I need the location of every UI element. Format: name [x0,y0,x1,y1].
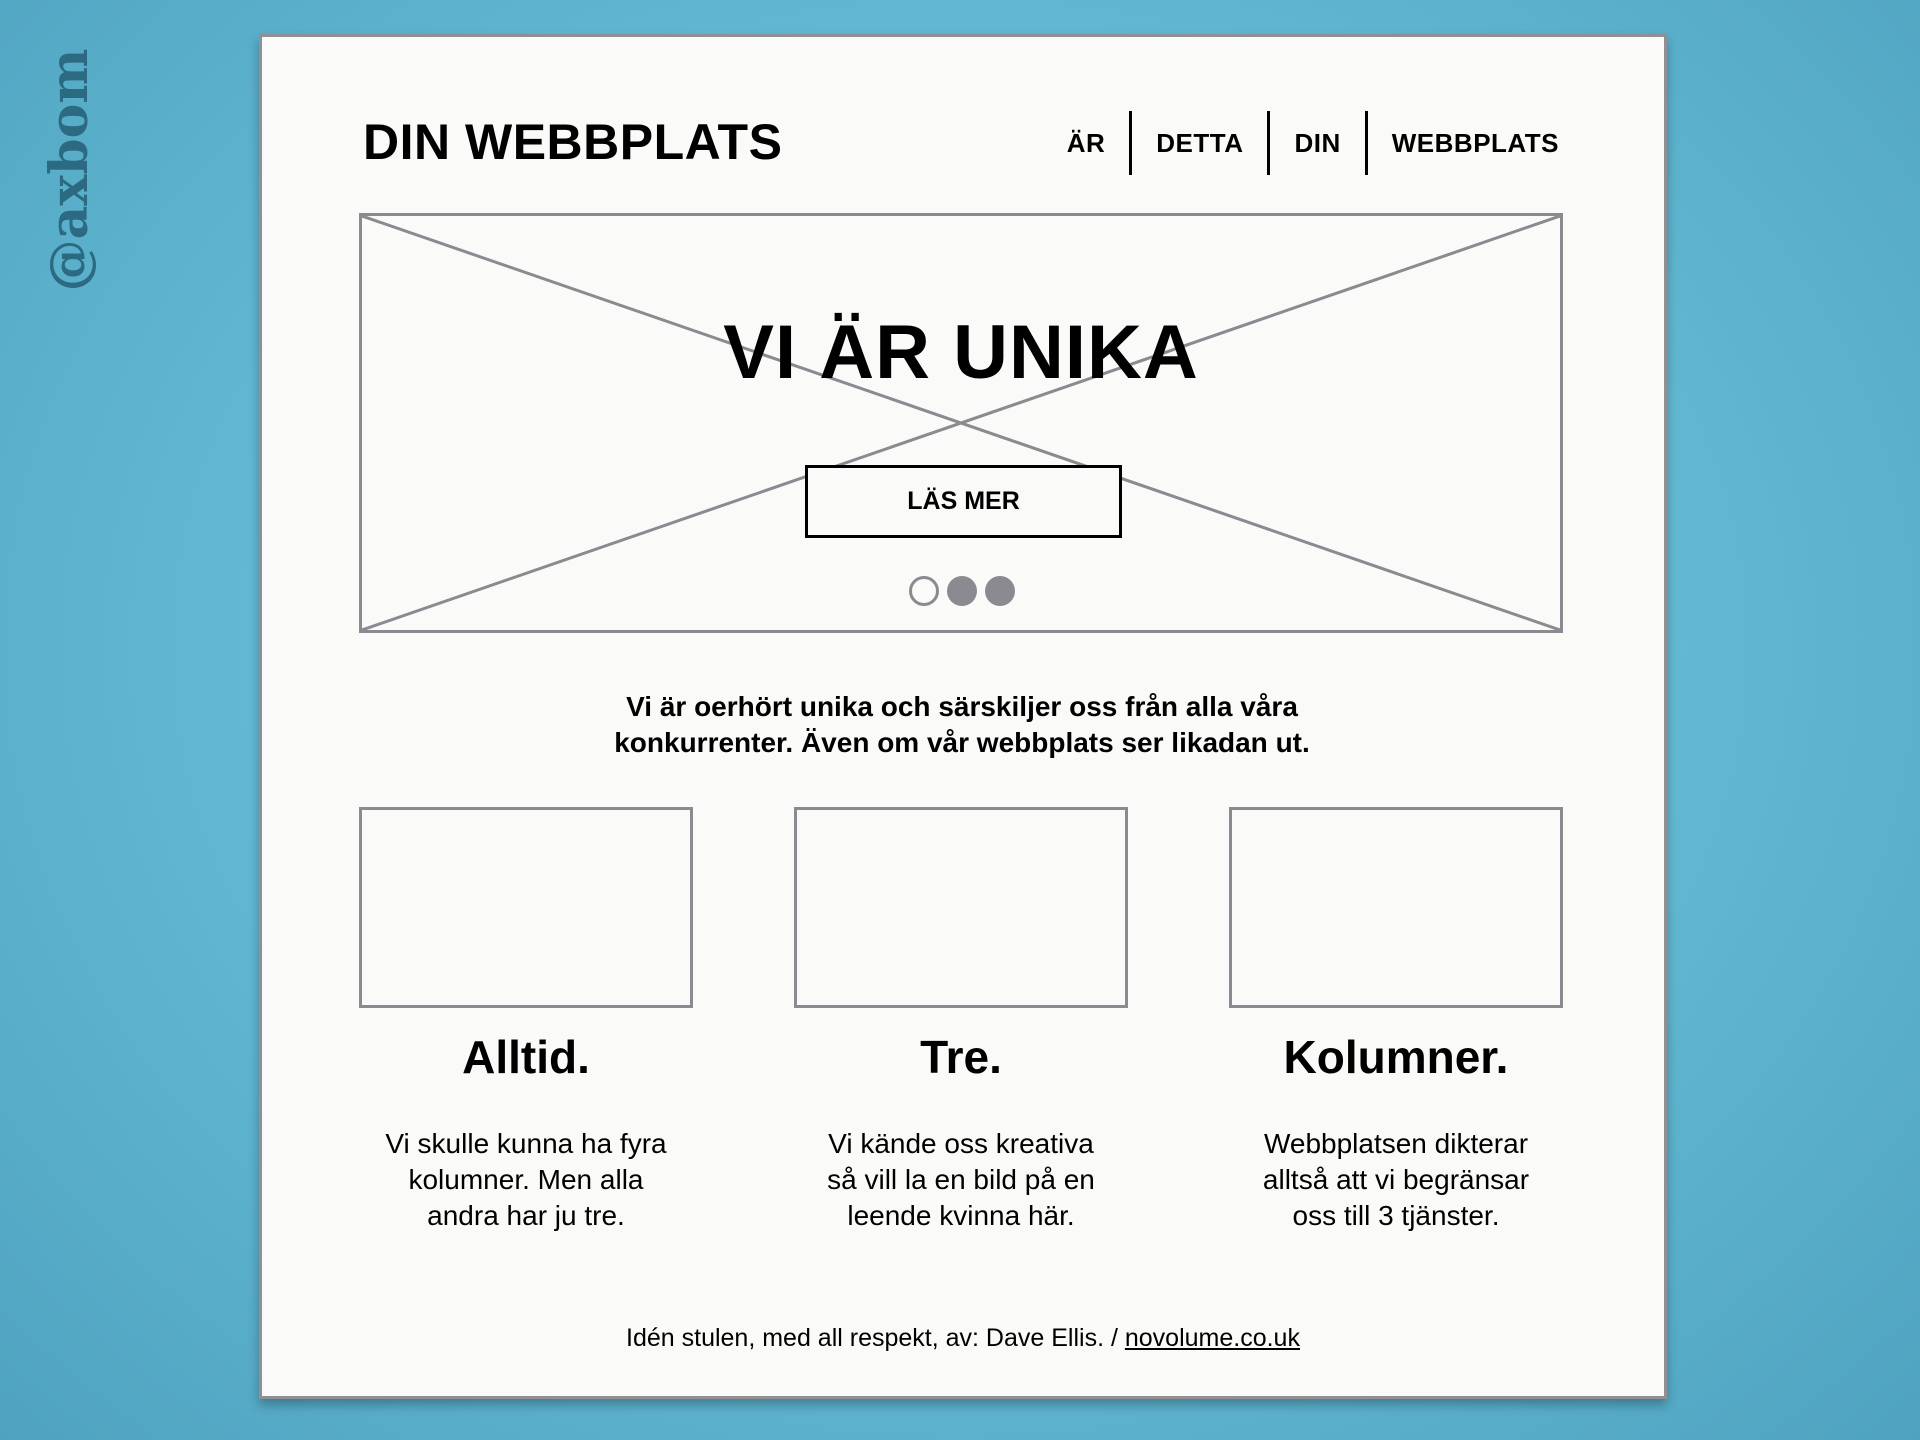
footer-link[interactable]: novolume.co.uk [1124,1324,1300,1352]
feature-column-1 [359,807,693,1234]
column-image-placeholder [794,807,1128,1008]
nav-item-detta[interactable]: DETTA [1156,128,1244,158]
column-text: Webbplatsen dikterar alltså att vi begränsar oss till 3 tjänster. [1262,1128,1530,1231]
footer-credit [262,1322,1664,1354]
column-title: Kolumner. [1283,1031,1509,1083]
nav-item-din[interactable]: DIN [1294,128,1341,158]
hero-title: VI ÄR UNIKA [723,310,1199,395]
author-handle: @axbom [39,48,100,292]
intro-line-2: konkurrenter. Även om vår webbplats ser likadan ut. [614,727,1310,758]
nav-item-ar[interactable]: ÄR [1066,128,1106,158]
intro-text [462,689,1462,761]
carousel-dot-2[interactable] [947,576,977,606]
wireframe-page [259,34,1667,1399]
nav-item-webbplats[interactable]: WEBBPLATS [1391,128,1559,158]
site-title[interactable]: DIN WEBBPLATS [363,114,783,170]
feature-column-2 [794,807,1128,1234]
column-image-placeholder [359,807,693,1008]
column-text: Vi skulle kunna ha fyra kolumner. Men alla andra har ju tre. [385,1128,667,1231]
carousel-dot-3[interactable] [985,576,1015,606]
carousel-dots [362,576,1560,606]
feature-column-3 [1229,807,1563,1234]
footer-credit-text: Idén stulen, med all respekt, av: Dave Ellis. / [626,1324,1125,1352]
column-text: Vi kände oss kreativa så vill la en bild på en leende kvinna här. [827,1128,1095,1231]
read-more-button[interactable]: LÄS MER [805,465,1122,538]
intro-line-1: Vi är oerhört unika och särskiljer oss från alla våra [626,691,1298,722]
column-title: Alltid. [462,1031,590,1083]
hero-image-placeholder [359,213,1563,633]
carousel-dot-1[interactable] [909,576,939,606]
main-nav [1043,111,1559,175]
column-image-placeholder [1229,807,1563,1008]
image-placeholder-cross-icon [362,216,1560,630]
column-title: Tre. [920,1031,1002,1083]
